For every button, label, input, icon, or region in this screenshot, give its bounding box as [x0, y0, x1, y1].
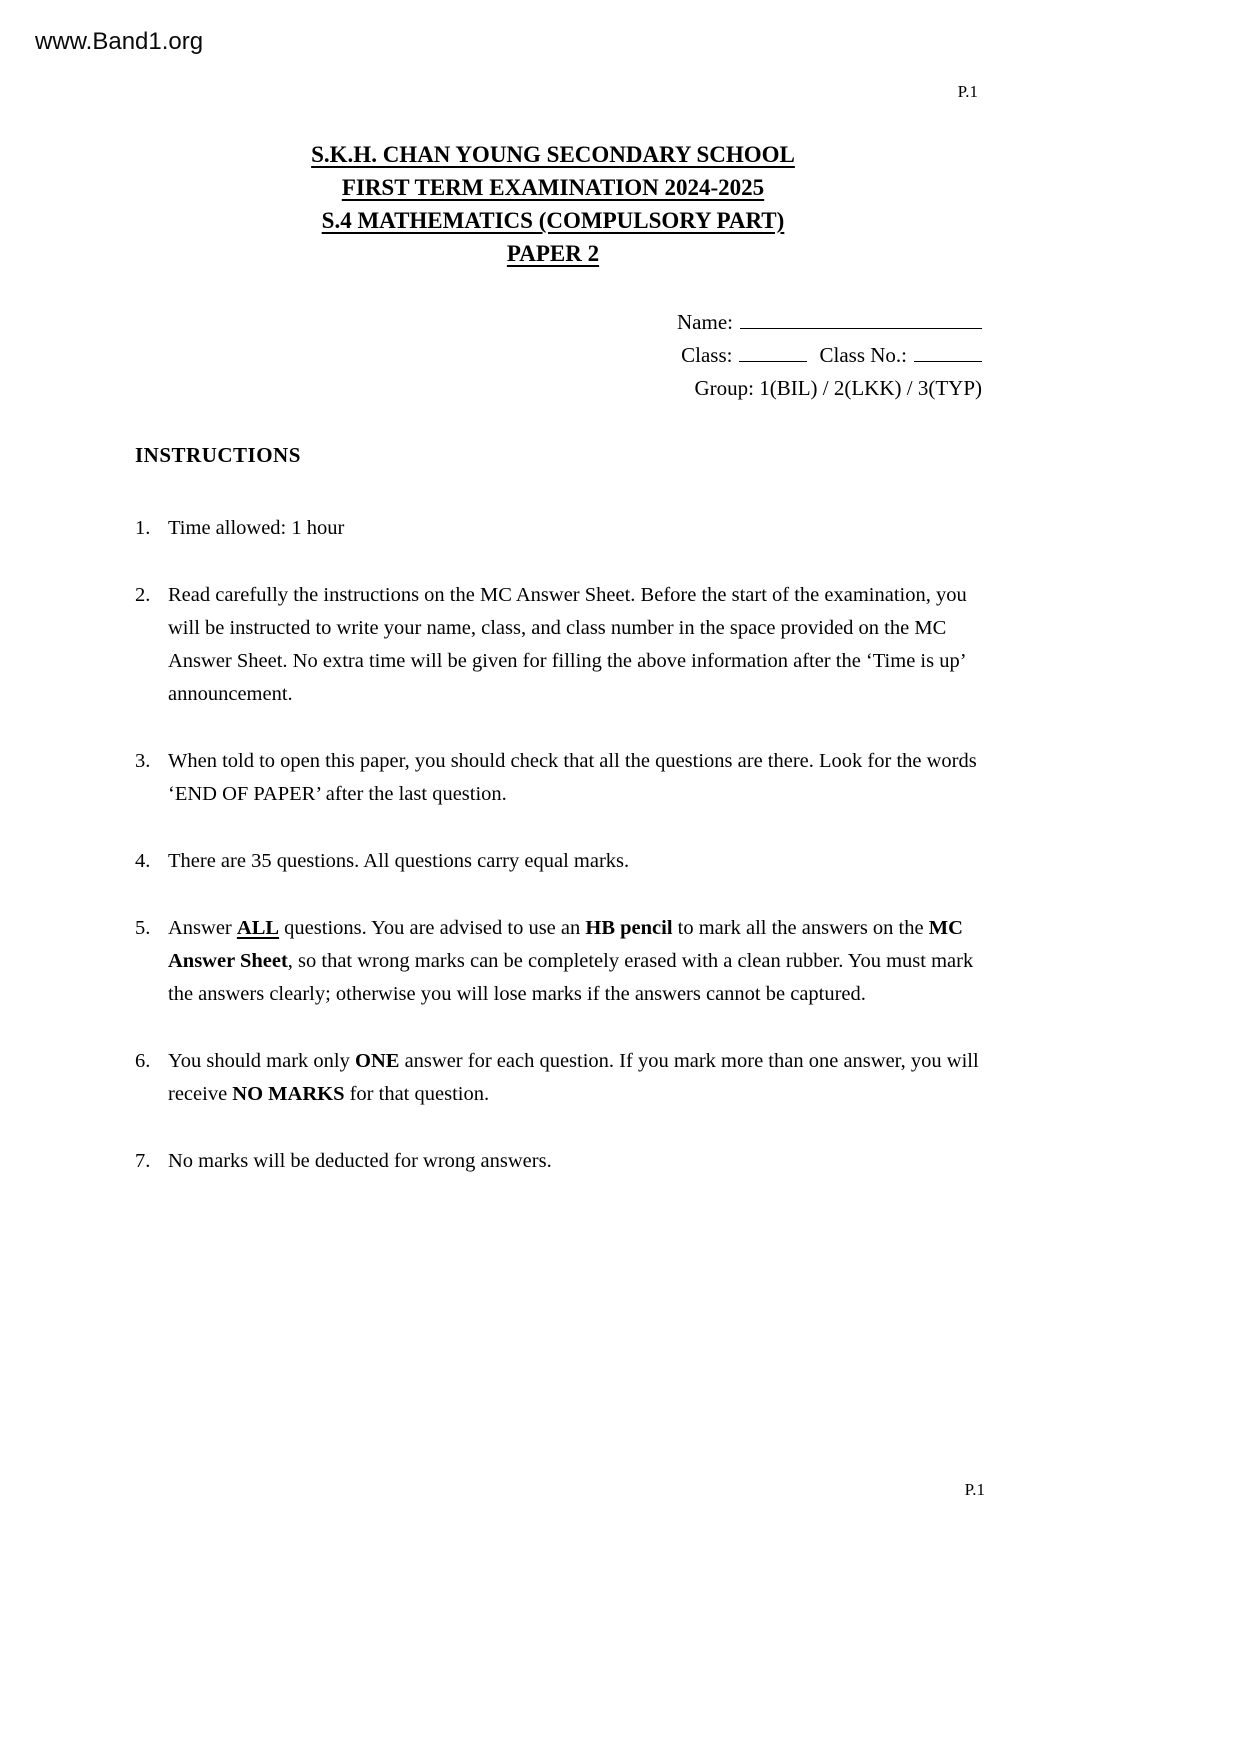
class-line	[677, 339, 982, 372]
instruction-number: 3.	[135, 750, 151, 772]
exam-title: FIRST TERM EXAMINATION 2024-2025	[341, 175, 765, 200]
instruction-item	[135, 1145, 987, 1178]
instruction-item	[135, 512, 987, 545]
page-number-top: P.1	[957, 82, 978, 101]
instruction-number: 7.	[135, 1150, 151, 1172]
instructions-list	[135, 512, 987, 1178]
instructions-section	[135, 443, 987, 1212]
class-no-label: Class No.:	[819, 343, 907, 367]
subject-title: S.4 MATHEMATICS (COMPULSORY PART)	[321, 208, 785, 233]
class-no-blank	[914, 343, 982, 362]
instruction-item	[135, 745, 987, 811]
school-name: S.K.H. CHAN YOUNG SECONDARY SCHOOL	[311, 142, 795, 167]
instruction-text: There are 35 questions. All questions carry equal marks.	[168, 850, 630, 872]
instructions-heading: INSTRUCTIONS	[135, 443, 301, 467]
instruction-number: 2.	[135, 584, 151, 606]
instruction-text: Read carefully the instructions on the MC Answer Sheet. Before the start of the examination, you will be instructed to write your name, class, and class number in the space provided on the MC Answer Sheet. No extra time will be given for filling the above information after the ‘Time is up’ announcement.	[168, 584, 967, 705]
instruction-number: 6.	[135, 1050, 151, 1072]
instruction-text: Answer ALL questions. You are advised to use an HB pencil to mark all the answers on the MC Answer Sheet, so that wrong marks can be completely erased with a clean rubber. You must mark the answers clearly; otherwise you will lose marks if the answers cannot be captured.	[168, 917, 974, 1005]
class-label: Class:	[681, 343, 733, 367]
name-line	[677, 306, 982, 339]
instruction-item	[135, 1045, 987, 1111]
paper-title: PAPER 2	[506, 241, 600, 266]
class-blank	[739, 343, 807, 362]
page-number-bottom: P.1	[964, 1480, 985, 1499]
instruction-number: 5.	[135, 917, 151, 939]
name-label: Name:	[677, 310, 733, 334]
title-block	[0, 138, 1106, 270]
instruction-number: 1.	[135, 517, 151, 539]
instruction-text: Time allowed: 1 hour	[168, 517, 345, 539]
instruction-item	[135, 845, 987, 878]
group-line: Group: 1(BIL) / 2(LKK) / 3(TYP)	[694, 376, 982, 400]
instruction-text: When told to open this paper, you should check that all the questions are there. Look for the words ‘END OF PAPER’ after the last question.	[168, 750, 977, 805]
instruction-item	[135, 579, 987, 711]
instruction-text: No marks will be deducted for wrong answers.	[168, 1150, 552, 1172]
watermark: www.Band1.org	[35, 28, 204, 55]
instruction-item	[135, 912, 987, 1011]
name-blank	[740, 310, 982, 329]
instruction-number: 4.	[135, 850, 151, 872]
instruction-text: You should mark only ONE answer for each question. If you mark more than one answer, you will receive NO MARKS for that question.	[168, 1050, 979, 1105]
student-info-block	[677, 306, 982, 405]
